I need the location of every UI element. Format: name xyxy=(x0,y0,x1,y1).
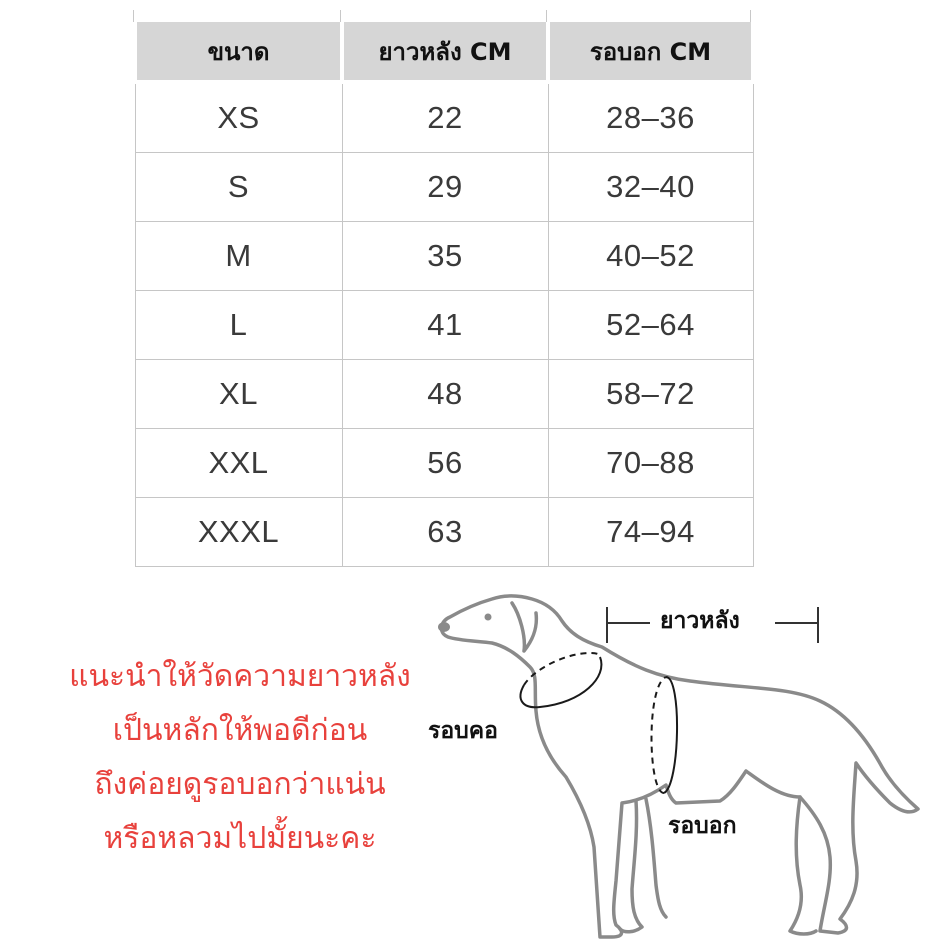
chest-label: รอบอก xyxy=(668,813,737,839)
header-chest: รอบอก CM xyxy=(548,22,753,82)
size-table xyxy=(133,22,755,567)
cell-back-length: 56 xyxy=(342,429,548,498)
chest-measure-ring xyxy=(652,677,678,793)
cell-chest: 58–72 xyxy=(548,360,753,429)
dog-eye-icon xyxy=(485,614,492,621)
dog-hind-leg-inner xyxy=(790,797,816,934)
size-table-container xyxy=(133,10,751,566)
table-row xyxy=(135,360,753,429)
dog-nose-icon xyxy=(438,622,450,632)
cell-chest: 52–64 xyxy=(548,291,753,360)
cell-size: XXXL xyxy=(135,498,342,567)
cell-back-length: 63 xyxy=(342,498,548,567)
dog-illustration xyxy=(420,585,945,945)
cell-size: XL xyxy=(135,360,342,429)
cell-chest: 32–40 xyxy=(548,153,753,222)
dog-outline xyxy=(441,596,918,937)
cell-chest: 74–94 xyxy=(548,498,753,567)
neck-measure-ring xyxy=(521,653,602,707)
cell-back-length: 35 xyxy=(342,222,548,291)
cell-size: XXL xyxy=(135,429,342,498)
cell-chest: 28–36 xyxy=(548,82,753,153)
dog-ear xyxy=(512,603,536,651)
advice-line: ถึงค่อยดูรอบอกว่าแน่น xyxy=(94,767,386,802)
header-size: ขนาด xyxy=(135,22,342,82)
cell-size: M xyxy=(135,222,342,291)
advice-line: แนะนำให้วัดความยาวหลัง xyxy=(69,659,411,694)
dog-front-leg-back xyxy=(646,799,666,917)
cell-chest: 40–52 xyxy=(548,222,753,291)
advice-line: หรือหลวมไปมั้ยนะคะ xyxy=(103,821,377,856)
cell-size: L xyxy=(135,291,342,360)
measuring-advice xyxy=(20,650,460,866)
dog-measurement-diagram xyxy=(420,585,945,945)
table-row xyxy=(135,82,753,153)
header-back-length: ยาวหลัง CM xyxy=(342,22,548,82)
cell-back-length: 41 xyxy=(342,291,548,360)
table-row xyxy=(135,498,753,567)
neck-label: รอบคอ xyxy=(426,713,500,749)
table-row xyxy=(135,429,753,498)
table-row xyxy=(135,153,753,222)
table-row xyxy=(135,291,753,360)
advice-line: เป็นหลักให้พอดีก่อน xyxy=(112,713,368,748)
cell-size: S xyxy=(135,153,342,222)
dog-front-leg-inner xyxy=(620,801,642,932)
cell-back-length: 29 xyxy=(342,153,548,222)
cell-chest: 70–88 xyxy=(548,429,753,498)
back-length-label: ยาวหลัง xyxy=(660,608,740,634)
table-row xyxy=(135,222,753,291)
table-header-row xyxy=(135,22,753,82)
cell-back-length: 22 xyxy=(342,82,548,153)
cell-size: XS xyxy=(135,82,342,153)
cell-back-length: 48 xyxy=(342,360,548,429)
